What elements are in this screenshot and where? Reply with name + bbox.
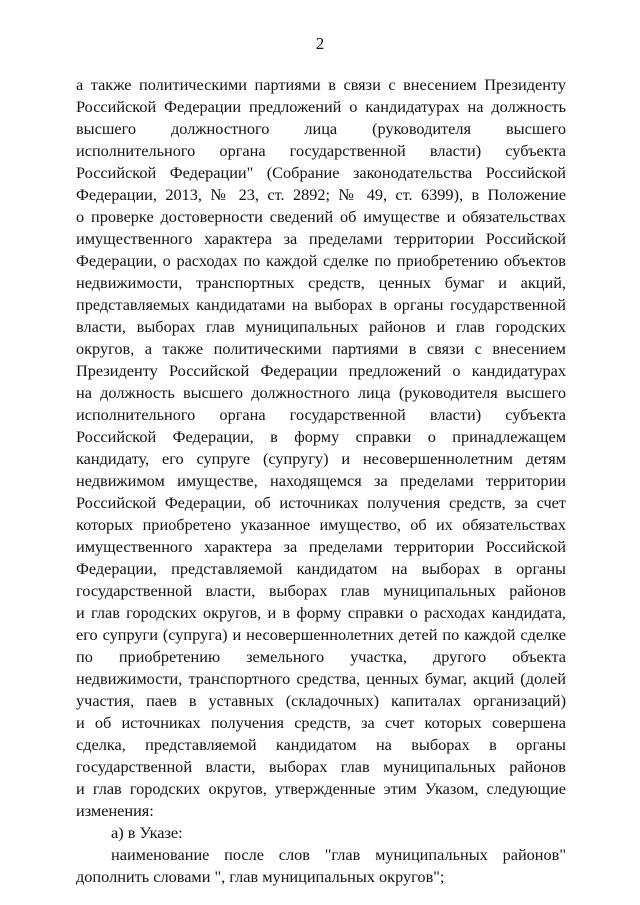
text-line: недвижимости, транспортного средства, ценных бумаг, акций (долей <box>76 669 566 688</box>
text-line: имущественного характера за пределами территории Российской <box>76 229 566 248</box>
text-line: Федерации, представляемой кандидатом на выборах в органы <box>76 559 566 578</box>
text-line: изменения: <box>76 801 154 820</box>
text-line: наименование после слов "глав муниципальных районов" <box>111 845 566 864</box>
text-line: на должность высшего должностного лица (руководителя высшего <box>76 383 566 402</box>
text-line: исполнительного органа государственной власти) субъекта <box>76 141 566 160</box>
text-line: и об источниках получения средств, за счет которых совершена <box>76 713 566 732</box>
document-body-text <box>76 74 566 888</box>
text-line: Российской Федерации, об источниках получения средств, за счет <box>76 493 566 512</box>
text-line: государственной власти, выборах глав муниципальных районов <box>76 757 566 776</box>
text-line: участия, паев в уставных (складочных) капиталах организаций) <box>76 691 566 710</box>
text-line: Российской Федерации" (Собрание законодательства Российской <box>76 163 566 182</box>
text-line: его супруги (супруга) и несовершеннолетних детей по каждой сделке <box>76 625 566 644</box>
text-line: недвижимости, транспортных средств, ценных бумаг и акций, <box>76 273 566 292</box>
text-line: и глав городских округов, утвержденные этим Указом, следующие <box>76 779 566 798</box>
text-line: которых приобретено указанное имущество, об их обязательствах <box>76 515 566 534</box>
text-line: округов, а также политическими партиями в связи с внесением <box>76 339 566 358</box>
text-line: Российской Федерации предложений о кандидатурах на должность <box>76 97 566 116</box>
text-line: недвижимом имуществе, находящемся за пределами территории <box>76 471 566 490</box>
text-line: Президенту Российской Федерации предложений о кандидатурах <box>76 361 566 380</box>
text-line: имущественного характера за пределами территории Российской <box>76 537 566 556</box>
text-line: дополнить словами ", глав муниципальных округов"; <box>76 867 445 886</box>
text-line: кандидату, его супруге (супругу) и несовершеннолетним детям <box>76 449 566 468</box>
text-line: и глав городских округов, и в форму справки о расходах кандидата, <box>76 603 566 622</box>
text-line: представляемых кандидатами на выборах в органы государственной <box>76 295 566 314</box>
text-line: сделка, представляемой кандидатом на выборах в органы <box>76 735 566 754</box>
text-line: власти, выборах глав муниципальных районов и глав городских <box>76 317 566 336</box>
text-line: о проверке достоверности сведений об имуществе и обязательствах <box>76 207 566 226</box>
text-line: а) в Указе: <box>111 823 183 842</box>
page-number: 2 <box>315 34 325 53</box>
text-line: Российской Федерации, в форму справки о принадлежащем <box>76 427 566 446</box>
text-line: Федерации, 2013, № 23, ст. 2892; № 49, ст. 6399), в Положение <box>76 185 566 204</box>
text-line: высшего должностного лица (руководителя высшего <box>76 119 566 138</box>
text-line: а также политическими партиями в связи с внесением Президенту <box>76 75 566 94</box>
text-line: Федерации, о расходах по каждой сделке по приобретению объектов <box>76 251 566 270</box>
text-line: по приобретению земельного участка, другого объекта <box>76 647 566 666</box>
text-line: государственной власти, выборах глав муниципальных районов <box>76 581 566 600</box>
text-line: исполнительного органа государственной власти) субъекта <box>76 405 566 424</box>
